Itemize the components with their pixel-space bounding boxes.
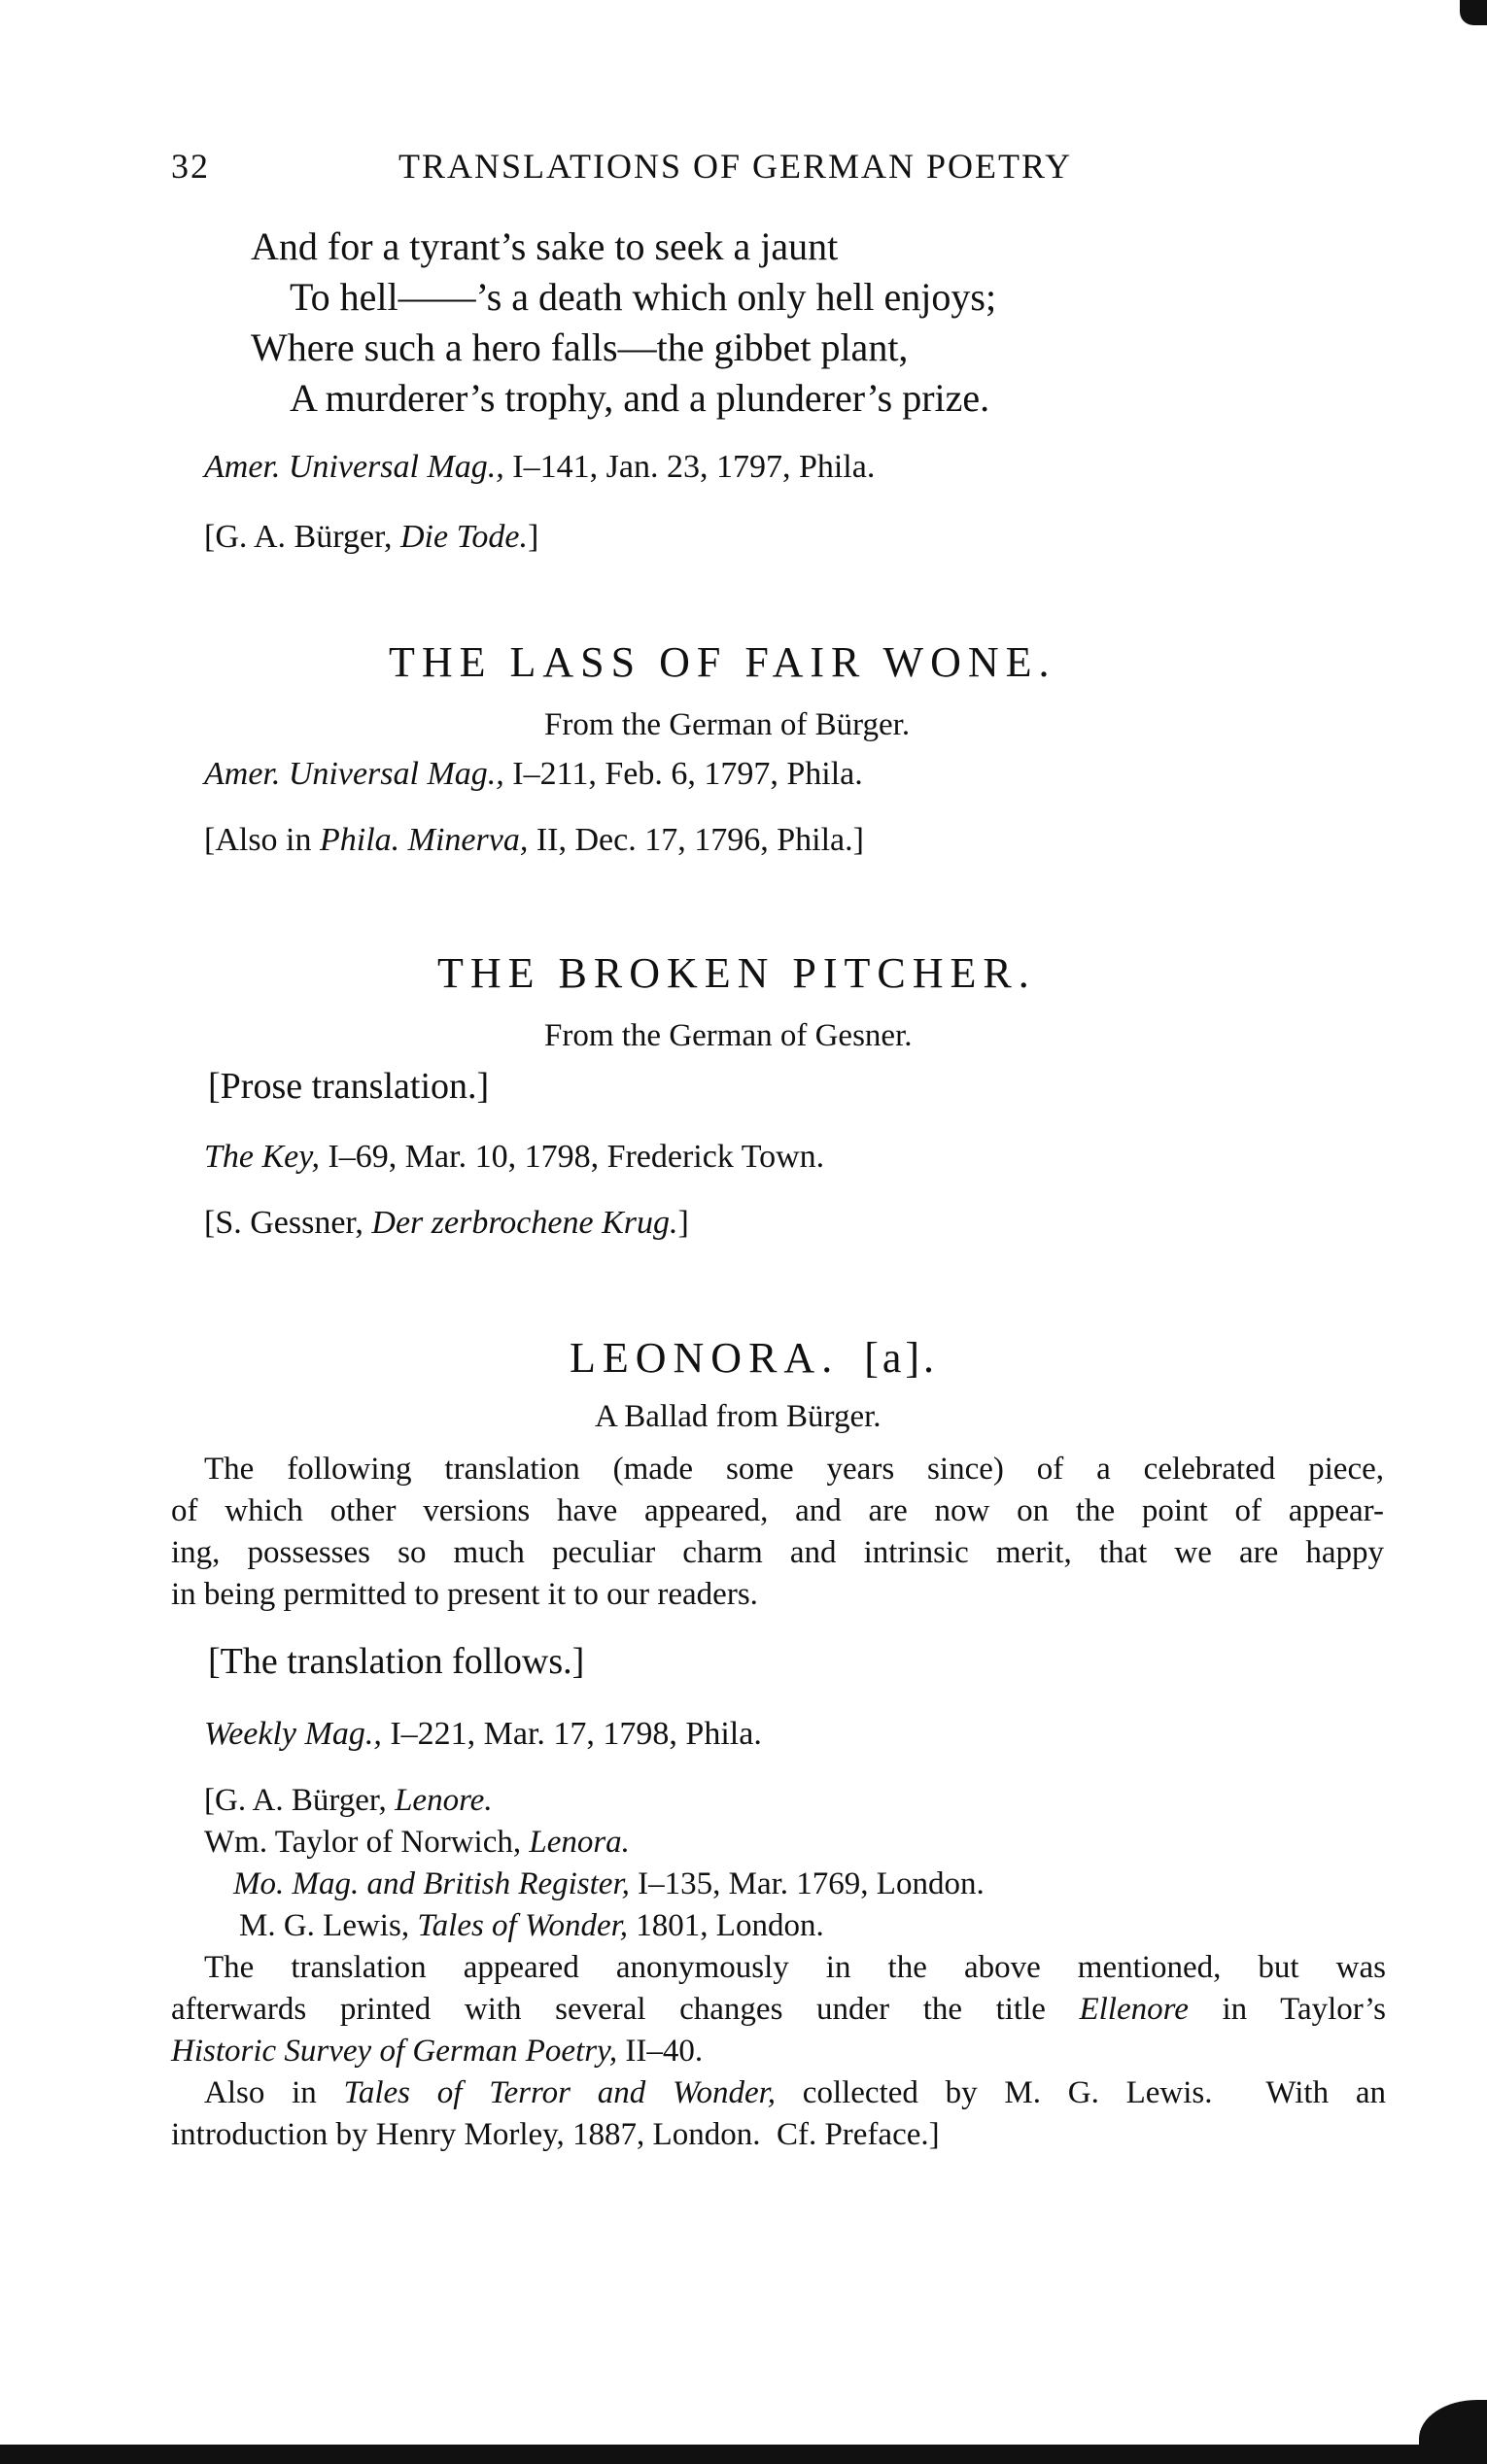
original-title: Der zerbrochene Krug. [371, 1205, 678, 1241]
note-line: [G. A. Bürger, Lenore. [204, 1783, 493, 1818]
source-title: Amer. Universal Mag., [204, 449, 504, 485]
entry-subtitle: A Ballad from Bürger. [595, 1399, 882, 1434]
bibliographic-notes [171, 1780, 1386, 2156]
paragraph-line: of which other versions have appeared, and are now on the point of appear- [171, 1493, 1384, 1528]
original-work-note: [G. A. Bürger, Die Tode.] [204, 519, 539, 555]
title-mark: [a]. [864, 1334, 939, 1382]
source-title: The Key, [204, 1139, 320, 1175]
original-work-note: [S. Gessner, Der zerbrochene Krug.] [204, 1205, 689, 1241]
original-title: Die Tode. [400, 519, 528, 555]
page-number: 32 [171, 147, 210, 186]
bottom-page-edge [0, 2445, 1487, 2464]
source-citation [204, 1139, 824, 1176]
entry-title: LEONORA. [a]. [570, 1334, 939, 1382]
poem-line: Where such a hero falls—the gibbet plant, [251, 325, 909, 369]
source-title: Amer. Universal Mag., [204, 756, 504, 792]
note-line: Wm. Taylor of Norwich, Lenora. [204, 1825, 630, 1860]
paragraph-line: ing, possesses so much peculiar charm and intrinsic merit, that we are happy [171, 1535, 1384, 1570]
poem-line: And for a tyrant’s sake to seek a jaunt [251, 224, 839, 268]
bracket-note: [Prose translation.] [208, 1066, 490, 1107]
page-edge-mark [1460, 0, 1487, 25]
note-line: Mo. Mag. and British Register, I–135, Mar. 1769, London. [233, 1866, 985, 1901]
bracket-note: [The translation follows.] [208, 1641, 585, 1682]
source-details: I–221, Mar. 17, 1798, Phila. [381, 1716, 762, 1752]
poem-line: To hell——’s a death which only hell enjoys; [290, 275, 997, 319]
source-details: I–69, Mar. 10, 1798, Frederick Town. [319, 1139, 825, 1175]
note-line: afterwards printed with several changes under the title Ellenore in Taylor’s [171, 1992, 1387, 2027]
note-line: Historic Survey of German Poetry, II–40. [171, 2034, 704, 2069]
note-line: Also in Tales of Terror and Wonder, collected by M. G. Lewis. With an [204, 2075, 1386, 2110]
source-details: I–141, Jan. 23, 1797, Phila. [503, 449, 876, 485]
note-line: introduction by Henry Morley, 1887, London. Cf. Preface.] [171, 2117, 940, 2152]
source-title: Weekly Mag., [204, 1716, 382, 1752]
entry-subtitle: From the German of Bürger. [544, 707, 911, 742]
source-title: Phila. Minerva, [320, 822, 529, 858]
source-details: I–211, Feb. 6, 1797, Phila. [503, 756, 863, 792]
poem-line: A murderer’s trophy, and a plunderer’s prize. [290, 376, 990, 420]
running-title: TRANSLATIONS OF GERMAN POETRY [398, 147, 1073, 186]
paragraph-line: The following translation (made some years since) of a celebrated piece, [204, 1452, 1384, 1487]
intro-paragraph [171, 1449, 1384, 1616]
entry-title: THE LASS OF FAIR WONE. [389, 638, 1056, 686]
source-citation [204, 756, 863, 793]
paragraph-line: in being permitted to present it to our readers. [171, 1577, 758, 1612]
source-citation [204, 449, 875, 486]
note-line: The translation appeared anonymously in the above mentioned, but was [204, 1950, 1386, 1985]
entry-title: THE BROKEN PITCHER. [437, 949, 1036, 997]
entry-subtitle: From the German of Gesner. [544, 1018, 913, 1053]
source-citation [204, 1716, 762, 1753]
page-edge-mark [1419, 2400, 1487, 2448]
note-line: M. G. Lewis, Tales of Wonder, 1801, London. [239, 1908, 824, 1943]
original-work-note: [Also in Phila. Minerva, II, Dec. 17, 1796, Phila.] [204, 822, 864, 858]
